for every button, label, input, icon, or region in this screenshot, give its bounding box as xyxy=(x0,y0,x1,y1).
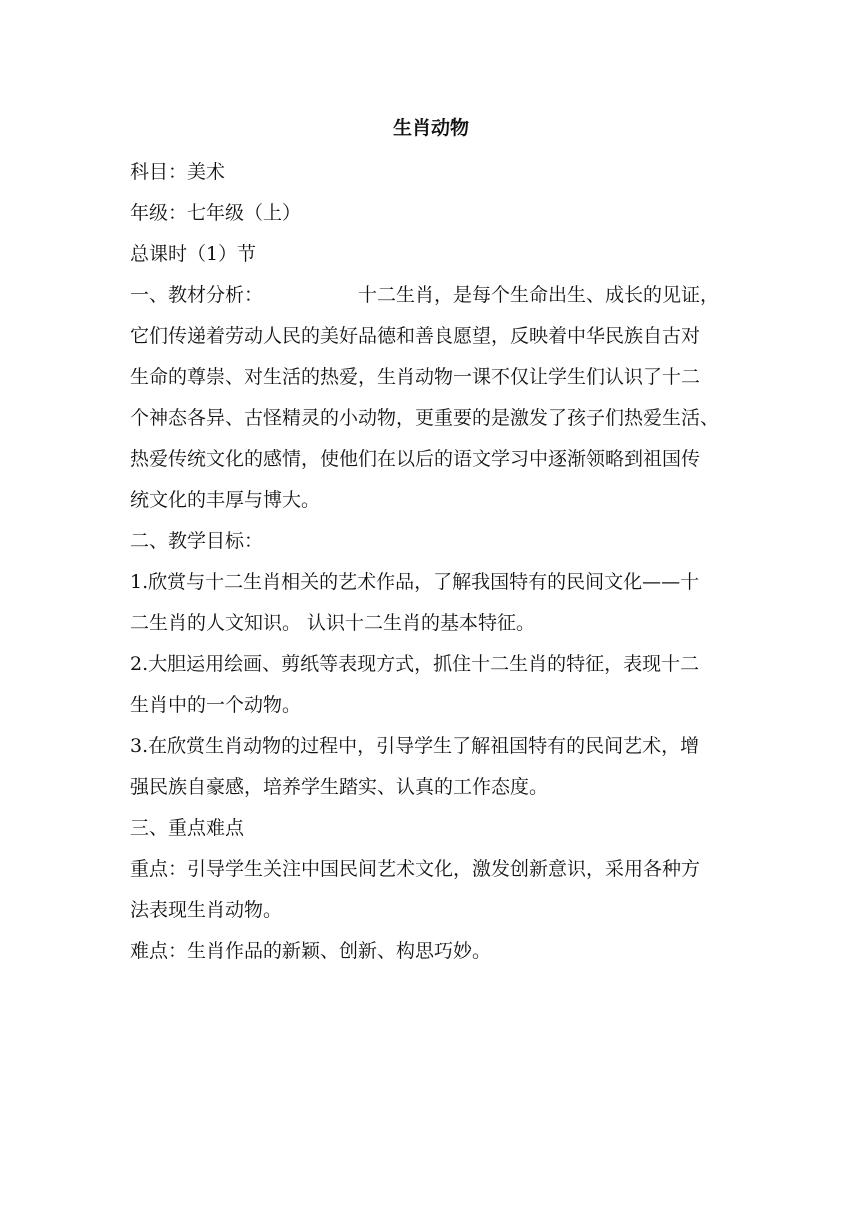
goal-item-3 xyxy=(130,726,732,808)
grade-line: 年级：七年级（上） xyxy=(130,202,302,224)
section-teaching-goals xyxy=(130,521,732,808)
section1-first-line xyxy=(130,275,732,316)
goal-line: 2.大胆运用绘画、剪纸等表现方式，抓住十二生肖的特征，表现十二 xyxy=(130,653,700,675)
section1-heading: 一、教材分析： xyxy=(130,284,264,306)
hours-line: 总课时（1）节 xyxy=(130,243,257,265)
section1-text-start: 十二生肖，是每个生命出生、成长的见证， xyxy=(358,284,720,306)
goal-line: 3.在欣赏生肖动物的过程中，引导学生了解祖国特有的民间艺术，增 xyxy=(130,735,700,757)
goal-line: 强民族自豪感，培养学生踏实、认真的工作态度。 xyxy=(130,776,549,798)
goal-item-1 xyxy=(130,562,732,644)
difficulty-line: 难点：生肖作品的新颖、创新、构思巧妙。 xyxy=(130,940,492,962)
section1-line: 热爱传统文化的感情，使他们在以后的语文学习中逐渐领略到祖国传 xyxy=(130,448,701,470)
document-body xyxy=(130,112,732,972)
goal-line: 生肖中的一个动物。 xyxy=(130,694,302,716)
key-point-line: 重点：引导学生关注中国民间艺术文化，激发创新意识，采用各种方 xyxy=(130,858,701,880)
goal-line: 1.欣赏与十二生肖相关的艺术作品，了解我国特有的民间文化——十 xyxy=(130,571,700,593)
section1-line: 统文化的丰厚与博大。 xyxy=(130,489,321,511)
section1-line: 生命的尊崇、对生活的热爱，生肖动物一课不仅让学生们认识了十二 xyxy=(130,366,701,388)
section-key-difficult-points xyxy=(130,808,732,972)
key-point-line: 法表现生肖动物。 xyxy=(130,899,283,921)
section2-heading: 二、教学目标： xyxy=(130,530,264,552)
subject-line: 科目：美术 xyxy=(130,161,226,183)
section-material-analysis xyxy=(130,275,732,521)
section3-heading: 三、重点难点 xyxy=(130,817,245,839)
goal-item-2 xyxy=(130,644,732,726)
document-title: 生肖动物 xyxy=(392,117,469,139)
section1-line: 它们传递着劳动人民的美好品德和善良愿望，反映着中华民族自古对 xyxy=(130,325,701,347)
goal-line: 二生肖的人文知识。 认识十二生肖的基本特征。 xyxy=(130,612,536,634)
section1-line: 个神态各异、古怪精灵的小动物，更重要的是激发了孩子们热爱生活、 xyxy=(130,407,720,429)
